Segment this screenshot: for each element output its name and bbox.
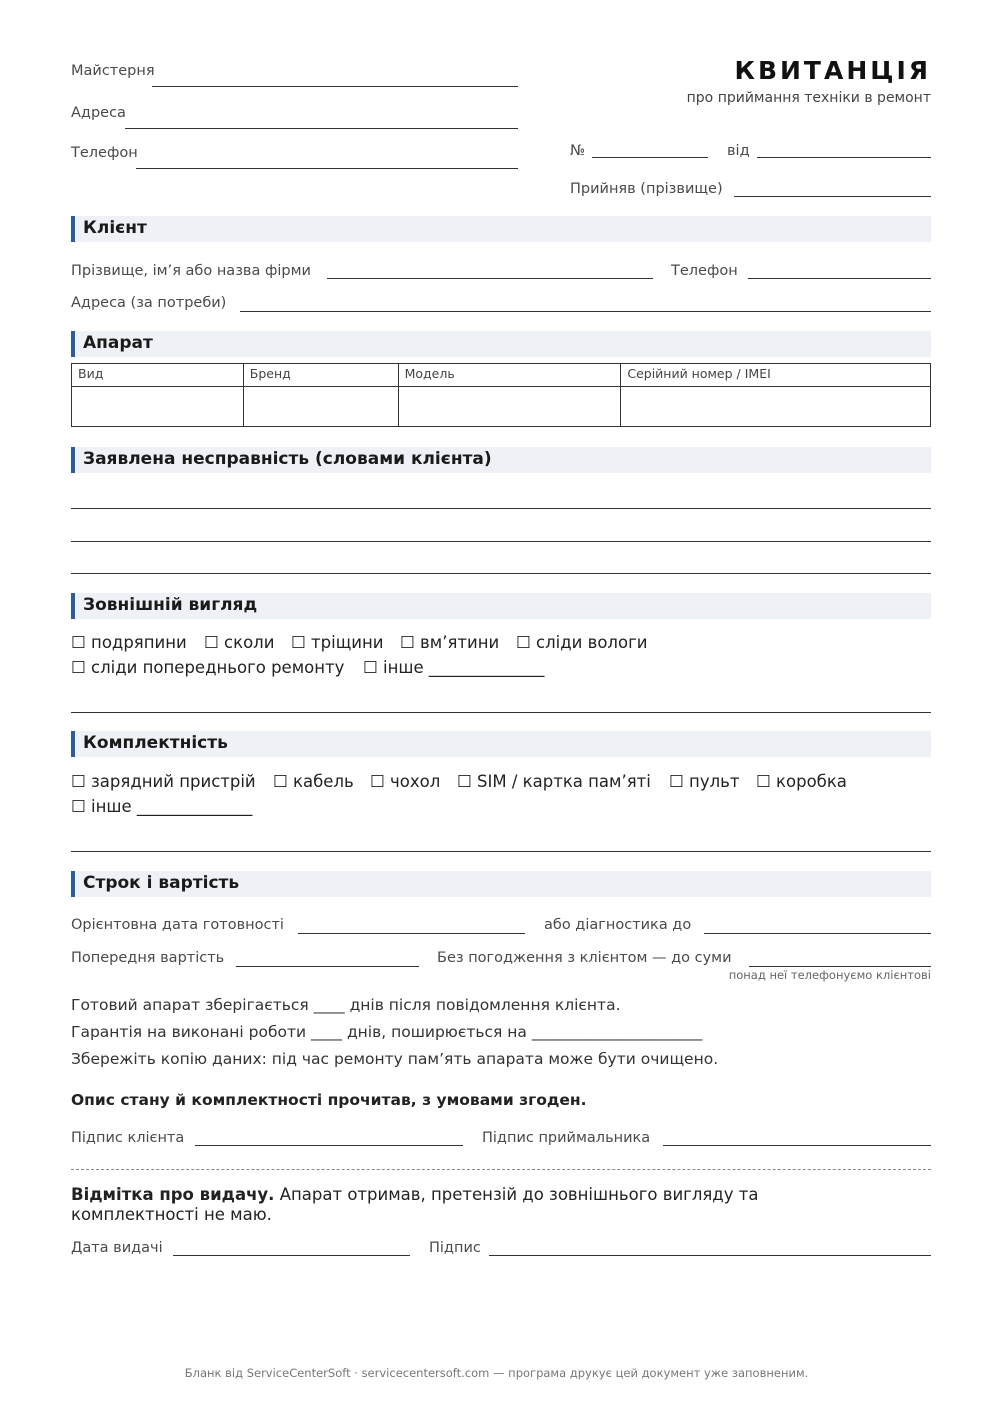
diagnostics-label: або діагностика до <box>544 917 692 933</box>
diagnostics-field[interactable] <box>704 933 931 934</box>
checkbox-case[interactable]: ☐ чохол <box>370 772 441 791</box>
document-title: КВИТАНЦІЯ <box>734 56 931 85</box>
issue-statement-bold: Відмітка про видачу. <box>71 1185 275 1204</box>
device-model-cell[interactable] <box>398 387 621 427</box>
issue-date-label: Дата видачі <box>71 1240 163 1256</box>
client-address-field[interactable] <box>240 311 931 312</box>
checkbox-dents[interactable]: ☐ вм’ятини <box>400 633 500 652</box>
storage-text: Готовий апарат зберігається ____ днів після повідомлення клієнта. <box>71 996 621 1014</box>
receipt-date-field[interactable] <box>757 157 931 158</box>
client-signature-label: Підпис клієнта <box>71 1130 185 1146</box>
device-brand-cell[interactable] <box>243 387 398 427</box>
workshop-field[interactable] <box>152 86 518 87</box>
issue-statement-text: Апарат отримав, претензій до зовнішнього вигляду та <box>274 1185 759 1204</box>
ready-date-field[interactable] <box>298 933 525 934</box>
no-approval-field[interactable] <box>749 966 931 967</box>
checkbox-moisture[interactable]: ☐ сліди вологи <box>516 633 648 652</box>
checkbox-previous-repair[interactable]: ☐ сліди попереднього ремонту <box>71 658 345 677</box>
no-approval-note: понад неї телефонуємо клієнтові <box>728 968 931 982</box>
device-type-cell[interactable] <box>72 387 244 427</box>
backup-warning-text: Збережіть копію даних: під час ремонту пам’ять апарата може бути очищено. <box>71 1050 719 1068</box>
checkbox-scratches[interactable]: ☐ подряпини <box>71 633 187 652</box>
checkbox-appearance-other[interactable]: ☐ інше ______________ <box>363 658 545 677</box>
checkbox-charger[interactable]: ☐ зарядний пристрій <box>71 772 256 791</box>
receipt-number-field[interactable] <box>592 157 708 158</box>
fault-line-1[interactable] <box>71 508 931 509</box>
prelim-cost-label: Попередня вартість <box>71 950 225 966</box>
device-col-serial: Серійний номер / IMEI <box>621 364 931 387</box>
checkbox-completeness-other[interactable]: ☐ інше ______________ <box>71 797 253 816</box>
checkbox-chips[interactable]: ☐ сколи <box>204 633 275 652</box>
no-approval-label: Без погодження з клієнтом — до суми <box>437 950 732 966</box>
phone-field[interactable] <box>136 168 518 169</box>
appearance-section-header <box>71 593 931 619</box>
appearance-heading: Зовнішній вигляд <box>83 595 258 615</box>
device-col-model: Модель <box>398 364 621 387</box>
agreement-text: Опис стану й комплектності прочитав, з умовами згоден. <box>71 1091 587 1109</box>
terms-heading: Строк і вартість <box>83 873 240 893</box>
client-heading: Клієнт <box>83 218 147 238</box>
device-col-brand: Бренд <box>243 364 398 387</box>
fault-line-2[interactable] <box>71 541 931 542</box>
fault-section-header <box>71 447 931 473</box>
workshop-label: Майстерня <box>71 63 155 79</box>
ready-date-label: Орієнтовна дата готовності <box>71 917 284 933</box>
cut-line <box>71 1169 931 1170</box>
client-signature-field[interactable] <box>195 1145 463 1146</box>
client-name-field[interactable] <box>327 278 653 279</box>
checkbox-box[interactable]: ☐ коробка <box>756 772 847 791</box>
address-field[interactable] <box>125 128 518 129</box>
received-by-label: Прийняв (прізвище) <box>570 181 723 197</box>
client-phone-label: Телефон <box>671 263 738 279</box>
receiver-signature-field[interactable] <box>663 1145 931 1146</box>
device-section-header <box>71 331 931 357</box>
checkbox-sim-card[interactable]: ☐ SIM / картка пам’яті <box>457 772 651 791</box>
prelim-cost-field[interactable] <box>236 966 419 967</box>
document-subtitle: про приймання техніки в ремонт <box>686 90 931 106</box>
section-accent-bar <box>71 593 75 619</box>
client-address-label: Адреса (за потреби) <box>71 295 227 311</box>
fault-heading: Заявлена несправність (словами клієнта) <box>83 449 492 469</box>
receipt-date-label: від <box>727 143 750 159</box>
appearance-notes-line[interactable] <box>71 712 931 713</box>
section-accent-bar <box>71 731 75 757</box>
receipt-number-label: № <box>570 143 586 159</box>
device-table <box>71 363 931 427</box>
client-phone-field[interactable] <box>748 278 931 279</box>
device-serial-cell[interactable] <box>621 387 931 427</box>
issue-signature-label: Підпис <box>429 1240 481 1256</box>
section-accent-bar <box>71 871 75 897</box>
section-accent-bar <box>71 216 75 242</box>
device-heading: Апарат <box>83 333 153 353</box>
checkbox-remote[interactable]: ☐ пульт <box>669 772 740 791</box>
client-name-label: Прізвище, ім’я або назва фірми <box>71 263 311 279</box>
issue-signature-field[interactable] <box>489 1255 931 1256</box>
address-label: Адреса <box>71 105 126 121</box>
receiver-signature-label: Підпис приймальника <box>482 1130 651 1146</box>
completeness-heading: Комплектність <box>83 733 228 753</box>
issue-date-field[interactable] <box>173 1255 410 1256</box>
warranty-text: Гарантія на виконані роботи ____ днів, поширюється на ______________________ <box>71 1023 703 1041</box>
client-section-header <box>71 216 931 242</box>
issue-statement-line2: комплектності не маю. <box>71 1205 272 1224</box>
fault-line-3[interactable] <box>71 573 931 574</box>
footer-text: Бланк від ServiceCenterSoft · servicecentersoft.com — програма друкує цей документ уже заповненим. <box>184 1366 809 1380</box>
section-accent-bar <box>71 331 75 357</box>
received-by-field[interactable] <box>734 196 931 197</box>
checkbox-cracks[interactable]: ☐ тріщини <box>291 633 384 652</box>
terms-section-header <box>71 871 931 897</box>
completeness-section-header <box>71 731 931 757</box>
checkbox-cable[interactable]: ☐ кабель <box>273 772 354 791</box>
issue-statement-line1 <box>71 1185 758 1204</box>
completeness-notes-line[interactable] <box>71 851 931 852</box>
section-accent-bar <box>71 447 75 473</box>
phone-label: Телефон <box>71 145 138 161</box>
device-col-type: Вид <box>72 364 244 387</box>
